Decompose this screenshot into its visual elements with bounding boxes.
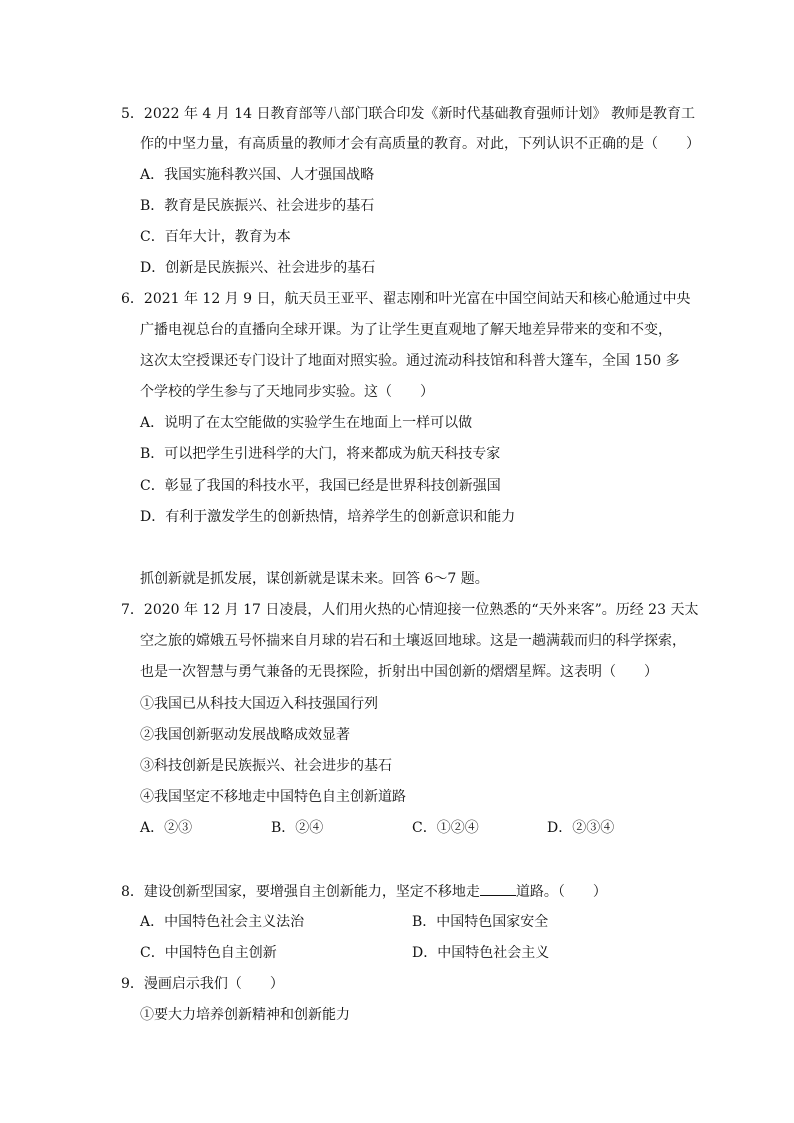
q6-stem-line3: 这次太空授课还专门设计了地面对照实验。通过流动科技馆和科普大篷车，全国 150 多	[140, 353, 680, 369]
q5-option-b: B．教育是民族振兴、社会进步的基石	[140, 198, 375, 214]
q6-stem-line1: 6．2021 年 12 月 9 日，航天员王亚平、翟志刚和叶光富在中国空间站天和核心舱通过中央	[121, 291, 691, 307]
q5-option-d: D．创新是民族振兴、社会进步的基石	[140, 260, 376, 276]
q7-option-a: A．②③	[140, 820, 193, 836]
q6-option-b: B．可以把学生引进科学的大门，将来都成为航天科技专家	[140, 446, 501, 462]
q6-stem-line2: 广播电视总台的直播向全球开课。为了让学生更直观地了解天地差异带来的变和不变，	[140, 322, 672, 338]
q7-option-d: D．②③④	[547, 820, 615, 836]
q5-option-c: C．百年大计，教育为本	[140, 229, 291, 245]
q6-option-c: C．彰显了我国的科技水平，我国已经是世界科技创新强国	[140, 478, 501, 494]
q5-stem-line2: 作的中坚力量，有高质量的教师才会有高质量的教育。对此，下列认识不正确的是（ ）	[140, 136, 700, 152]
q7-stem-line2: 空之旅的嫦娥五号怀揣来自月球的岩石和土壤返回地球。这是一趟满载而归的科学探索，	[140, 633, 686, 649]
q9-stem: 9．漫画启示我们（ ）	[121, 976, 284, 992]
q8-option-c: C．中国特色自主创新	[140, 945, 277, 961]
q7-statement-1: ①我国已从科技大国迈入科技强国行列	[140, 696, 378, 712]
q7-option-b: B．②④	[271, 820, 324, 836]
q7-stem-line3: 也是一次智慧与勇气兼备的无畏探险，折射出中国创新的熠熠星辉。这表明（ ）	[140, 664, 658, 680]
section-intro: 抓创新就是抓发展，谋创新就是谋未来。回答 6～7 题。	[140, 571, 489, 587]
q6-option-a: A．说明了在太空能做的实验学生在地面上一样可以做	[140, 415, 473, 431]
q7-stem-line1: 7．2020 年 12 月 17 日凌晨，人们用火热的心情迎接一位熟悉的“天外来客”。历经 23 天太	[121, 602, 699, 618]
q8-option-d: D．中国特色社会主义	[412, 945, 550, 961]
q7-statement-3: ③科技创新是民族振兴、社会进步的基石	[140, 758, 392, 774]
q6-option-d: D．有利于激发学生的创新热情，培养学生的创新意识和能力	[140, 509, 516, 525]
q8-stem-prefix: 8．建设创新型国家，要增强自主创新能力，坚定不移地走	[121, 884, 480, 900]
q9-statement-1: ①要大力培养创新精神和创新能力	[140, 1007, 350, 1023]
q8-option-a: A．中国特色社会主义法治	[140, 914, 305, 930]
q8-option-b: B．中国特色国家安全	[412, 914, 549, 930]
q7-statement-2: ②我国创新驱动发展战略成效显著	[140, 727, 350, 743]
q8-stem-suffix: 道路。（ ）	[515, 884, 607, 900]
q8-stem	[121, 881, 607, 901]
q5-option-a: A．我国实施科教兴国、人才强国战略	[140, 167, 375, 183]
q7-option-c: C．①②④	[412, 820, 479, 836]
q8-answer-blank	[480, 881, 516, 896]
q5-stem-line1: 5．2022 年 4 月 14 日教育部等八部门联合印发《新时代基础教育强师计划》 教师是教育工	[121, 106, 695, 122]
q6-stem-line4: 个学校的学生参与了天地同步实验。这（ ）	[140, 384, 434, 400]
q7-statement-4: ④我国坚定不移地走中国特色自主创新道路	[140, 789, 406, 805]
